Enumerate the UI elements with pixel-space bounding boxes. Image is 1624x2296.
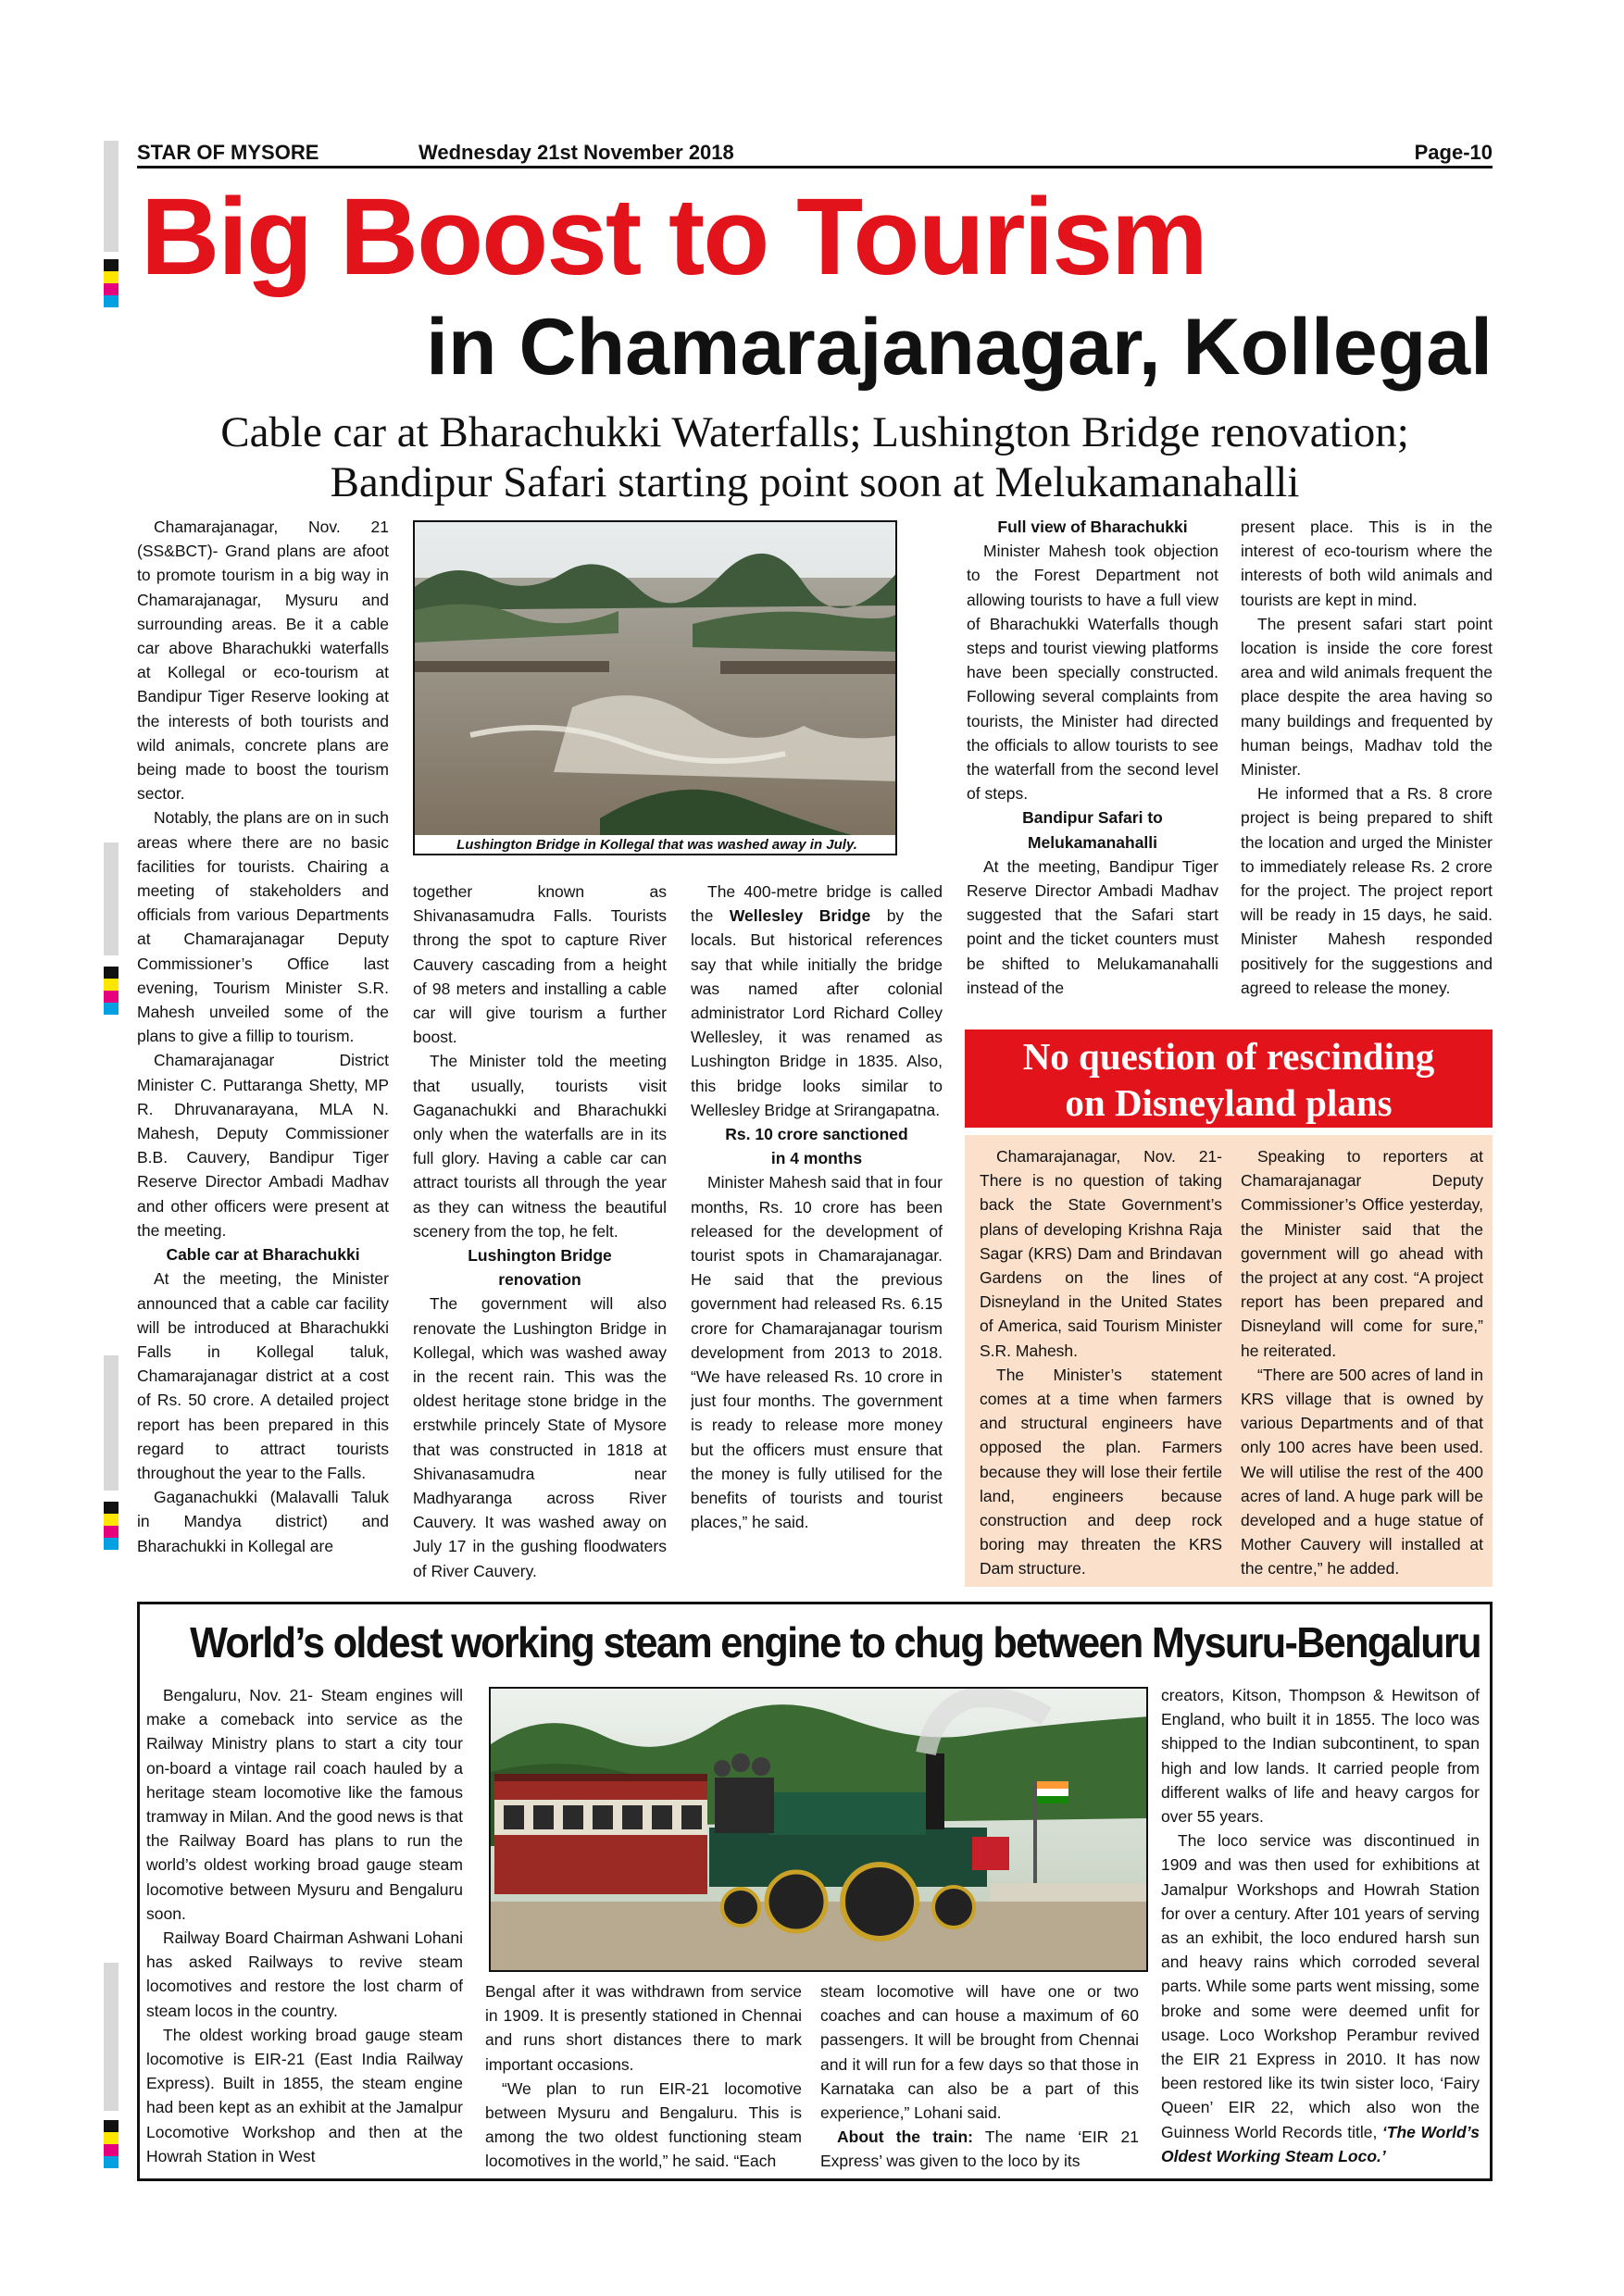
subheading: renovation bbox=[498, 1270, 581, 1290]
paragraph: “We plan to run EIR-21 locomotive between Mysuru and Bengaluru. This is among the two oldest functioning steam locomotives in the world,” he said. “Each bbox=[485, 2078, 802, 2171]
page-number: Page-10 bbox=[1414, 141, 1493, 164]
page-header bbox=[137, 141, 1493, 168]
paragraph bbox=[1161, 1828, 1480, 2168]
paragraph: Bengal after it was withdrawn from service in 1909. It is presently stationed in Chennai and runs short distances there to mark important occasions. bbox=[485, 1982, 802, 2074]
paragraph: Gaganachukki (Malavalli Taluk in Mandya district) and Bharachukki in Kollegal are bbox=[137, 1488, 389, 1555]
text-run: by the locals. But historical references say that while initially the bridge was named after colonial administrator Lord Richard Colley Wellesley, it was renamed as Lushington Bridge in 1835. Also, this bridge looks similar to Wellesley Bridge at Srirangapatna. bbox=[691, 906, 943, 1119]
paragraph: together known as Shivanasamudra Falls. Tourists throng the spot to capture River Cauvery cascading from a height of 98 meters and installing a cable car will give tourism a further boost. bbox=[413, 882, 667, 1047]
subheading: in 4 months bbox=[770, 1149, 863, 1168]
lead-column-2 bbox=[413, 880, 667, 1589]
paragraph: present place. This is in the interest of eco-tourism where the interests of both wild animals and tourists are kept in mind. bbox=[1241, 518, 1493, 609]
flooded-river-image bbox=[415, 522, 897, 855]
paragraph: steam locomotive will have one or two coaches and can house a maximum of 60 passengers. It will be brought from Chennai and it will run for a few days so that those in Karnataka can also be a part of this experience,” Lohani said. bbox=[820, 1982, 1139, 2123]
registration-strip bbox=[104, 1963, 119, 2111]
lushington-bridge-photo bbox=[413, 520, 897, 855]
registration-strip bbox=[104, 842, 119, 955]
disneyland-column-2 bbox=[1241, 1144, 1483, 1581]
steam-engine-column-4 bbox=[1161, 1683, 1480, 2174]
paragraph: The oldest working broad gauge steam locomotive is EIR-21 (East India Railway Express). Built in 1855, the steam engine had been kept as an exhibit at the Jamalpur Locomotive Workshop and then at the Howrah Station in West bbox=[146, 2025, 463, 2165]
subheading: Bandipur Safari to bbox=[1022, 808, 1163, 828]
paragraph: At the meeting, the Minister announced that a cable car facility will be introduced at Bharachukki Falls in Kollegal taluk, Chamarajanagar district at a cost of Rs. 50 crore. A detailed project report has been prepared in this regard to attract tourists throughout the year to the Falls. bbox=[137, 1269, 389, 1482]
lead-column-4 bbox=[967, 515, 1218, 1026]
paragraph: The present safari start point location is inside the core forest area and wild animals frequent the place despite the area having so many buildings and frequented by human beings, Madhav told the Minister. bbox=[1241, 614, 1493, 780]
subheading: Rs. 10 crore sanctioned bbox=[725, 1125, 908, 1144]
subheading: Melukamanahalli bbox=[1027, 832, 1158, 852]
paragraph: He informed that a Rs. 8 crore project is being prepared to shift the location and urged the Minister to immediately release Rs. 2 crore for the project. The project report will be ready in 15 days, he said. Minister Mahesh responded positively for the suggestions and agreed to release the money. bbox=[1241, 784, 1493, 997]
paragraph: The government will also renovate the Lushington Bridge in Kollegal, which was washed away in the recent rain. This was the oldest heritage stone bridge in the erstwhile princely State of Mysore that was constructed in 1818 at Shivanasamudra near Madhyaranga across River Cauvery. It was washed away on July 17 in the gushing floodwaters of River Cauvery. bbox=[413, 1294, 667, 1580]
paragraph: Chamarajanagar, Nov. 21 (SS&BCT)- Grand plans are afoot to promote tourism in a big way in Chamarajanagar, Mysuru and surrounding areas. Be it a cable car above Bharachukki waterfalls at Kollegal or eco-tourism at Bandipur Tiger Reserve looking at the interests of both tourists and wild animals, concrete plans are being made to boost the tourism sector. bbox=[137, 518, 389, 804]
lead-deck bbox=[130, 407, 1500, 507]
steam-engine-column-3 bbox=[820, 1979, 1139, 2176]
subheading: Full view of Bharachukki bbox=[997, 518, 1188, 536]
text-run: The loco service was discontinued in 1909 and was then used for exhibitions at Jamalpur Workshops and Howrah Station for over a century. After 101 years of serving as an exhibit, the loco endured harsh sun and heavy rains which corroded several parts. While some parts went missing, some broke and some were deemed unfit for usage. Loco Workshop Perambur revived the EIR 21 Express in 2010. It has now been restored like its twin sister loco, ‘Fairy Queen’ EIR 22, which also won the Guinness World Records title, bbox=[1161, 1831, 1480, 2141]
paragraph: creators, Kitson, Thompson & Hewitson of England, who built it in 1855. The loco was shipped to the Indian subcontinent, to span high and low lands. It carried people from different walks of life and heavy cargos for over 55 years. bbox=[1161, 1686, 1480, 1827]
lead-deck-line2: Bandipur Safari starting point soon at Melukamanahalli bbox=[330, 458, 1300, 506]
paragraph: At the meeting, Bandipur Tiger Reserve Director Ambadi Madhav suggested that the Safari start point and the ticket counters must be shifted to Melukamanahalli instead of the bbox=[967, 856, 1218, 997]
disneyland-column-1 bbox=[980, 1144, 1222, 1581]
paragraph: The Minister’s statement comes at a time when farmers and structural engineers have opposed the plan. Farmers because they will lose their fertile land, engineers because construction and deep rock boring may threaten the KRS Dam structure. bbox=[980, 1365, 1222, 1578]
lead-headline: Big Boost to Tourism bbox=[141, 176, 1206, 298]
paragraph: Chamarajanagar, Nov. 21- There is no question of taking back the State Government’s plans of developing Krishna Raja Sagar (KRS) Dam and Brindavan Gardens on the lines of Disneyland in the United States of America, said Tourism Minister S.R. Mahesh. bbox=[980, 1147, 1222, 1360]
newspaper-name: STAR OF MYSORE bbox=[137, 141, 319, 164]
color-registration-mark bbox=[104, 2120, 119, 2168]
disneyland-headline-line1: No question of rescinding bbox=[1022, 1035, 1435, 1078]
paragraph bbox=[820, 2125, 1139, 2173]
paragraph: “There are 500 acres of land in KRS village that is owned by various Departments and of that only 100 acres have been used. We will utilise the rest of the 400 acres of land. A huge park will be developed and a huge statue of Mother Cauvery will installed at the centre,” he added. bbox=[1241, 1365, 1483, 1578]
paragraph: Notably, the plans are on in such areas where there are no basic facilities for tourists. Chairing a meeting of stakeholders and officials from various Departments at Chamarajanagar Deputy Commissioner’s Office last evening, Tourism Minister S.R. Mahesh unveiled some of the plans to give a fillip to tourism. bbox=[137, 808, 389, 1046]
bridge-name: Wellesley Bridge bbox=[729, 906, 871, 926]
paragraph: Minister Mahesh said that in four months, Rs. 10 crore has been released for the development of tourist spots in Chamarajanagar. He said that the previous government had released Rs. 6.15 crore for Chamarajanagar tourism development from 2013 to 2018. “We have released Rs. 10 crore in just four months. The government is ready to release more money but the officers must ensure that the money is fully utilised for the benefits of tourists and tourist places,” he said. bbox=[691, 1173, 943, 1532]
color-registration-mark bbox=[104, 967, 119, 1015]
steam-locomotive-photo bbox=[489, 1687, 1148, 1972]
subheading: Cable car at Bharachukki bbox=[166, 1245, 360, 1265]
registration-strip bbox=[104, 141, 119, 252]
issue-date: Wednesday 21st November 2018 bbox=[418, 141, 734, 164]
text-run: The name ‘EIR 21 Express’ was given to the loco by its bbox=[820, 2128, 1139, 2171]
paragraph: Bengaluru, Nov. 21- Steam engines will make a comeback into service as the Railway Ministry plans to start a city tour on-board a vintage rail coach hauled by a heritage steam locomotive like the famous tramway in Milan. And the good news is that the Railway Board has plans to run the world’s oldest working broad gauge steam locomotive between Mysuru and Bengaluru soon. bbox=[146, 1686, 463, 1923]
steam-engine-column-2 bbox=[485, 1979, 802, 2176]
paragraph: Railway Board Chairman Ashwani Lohani has asked Railways to revive steam locomotives and restore the lost charm of steam locos in the country. bbox=[146, 1928, 463, 2020]
steam-engine-headline: World’s oldest working steam engine to chug between Mysuru-Bengaluru bbox=[190, 1618, 1480, 1666]
color-registration-mark bbox=[104, 1502, 119, 1550]
color-registration-mark bbox=[104, 259, 119, 307]
paragraph bbox=[691, 880, 943, 1122]
subhead-inline: About the train: bbox=[837, 2128, 973, 2147]
lead-column-1 bbox=[137, 515, 389, 1589]
steam-train-image bbox=[491, 1689, 1148, 1972]
text-run: The 400-metre bridge is called the bbox=[691, 882, 943, 926]
lead-headline-line2: in Chamarajanagar, Kollegal bbox=[426, 303, 1493, 392]
registration-strip bbox=[104, 1355, 119, 1491]
disneyland-headline-box bbox=[965, 1029, 1493, 1128]
paragraph: Minister Mahesh took objection to the Forest Department not allowing tourists to have a full view of Bharachukki Waterfalls though steps and tourist viewing platforms have been specially constructed. Following several complaints from tourists, the Minister had directed the officials to allow tourists to see the waterfall from the second level of steps. bbox=[967, 542, 1218, 804]
paragraph: Chamarajanagar District Minister C. Puttaranga Shetty, MP R. Dhruvanarayana, MLA N. Mahesh, Deputy Commissioner B.B. Cauvery, Bandipur Tiger Reserve Director Ambadi Madhav and other officers were present at the meeting. bbox=[137, 1051, 389, 1240]
lead-column-3 bbox=[691, 880, 943, 1589]
lead-column-5 bbox=[1241, 515, 1493, 1026]
disneyland-headline-line2: on Disneyland plans bbox=[1065, 1081, 1393, 1124]
lead-deck-line1: Cable car at Bharachukki Waterfalls; Lushington Bridge renovation; bbox=[220, 408, 1409, 456]
paragraph: The Minister told the meeting that usually, tourists visit Gaganachukki and Bharachukki only when the waterfalls are in its full glory. Having a cable car can attract tourists all through the year as they can witness the beautiful scenery from the top, he felt. bbox=[413, 1052, 667, 1241]
steam-engine-column-1 bbox=[146, 1683, 463, 2174]
subheading: Lushington Bridge bbox=[468, 1246, 612, 1266]
record-title: ‘The World’s Oldest Working Steam Loco.’ bbox=[1161, 2122, 1480, 2165]
photo-caption: Lushington Bridge in Kollegal that was washed away in July. bbox=[456, 837, 857, 853]
paragraph: Speaking to reporters at Chamarajanagar Deputy Commissioner’s Office yesterday, the Minister said that the government will go ahead with the project at any cost. “A project report has been prepared and Disneyland will come for sure,” he reiterated. bbox=[1241, 1147, 1483, 1360]
